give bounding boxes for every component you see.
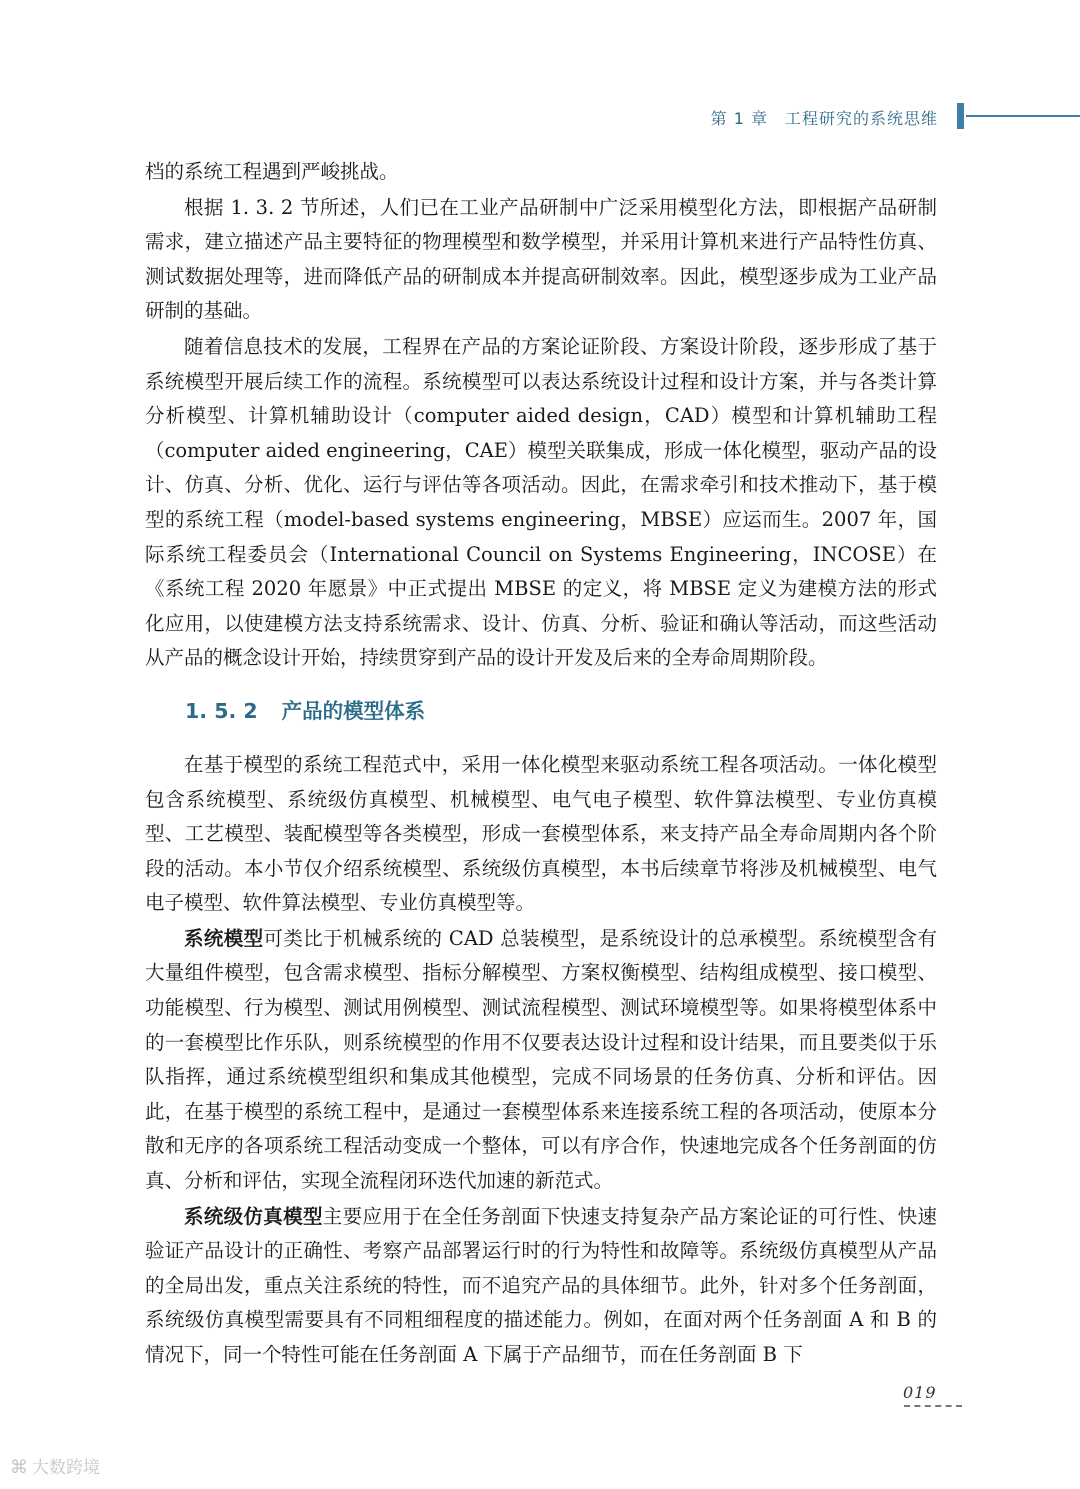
- section-heading: [185, 694, 937, 728]
- paragraph-system-model: [145, 922, 937, 1199]
- page-number: 019: [903, 1383, 937, 1402]
- paragraph-mbse-origin: 随着信息技术的发展，工程界在产品的方案论证阶段、方案设计阶段，逐步形成了基于系统模型开展后续工作的流程。系统模型可以表达系统设计过程和设计方案，并与各类计算分析模型、计算机辅助设计（computer aided design，CAD）模型和计算机辅助工程（computer aided engineering，CAE）模型关联集成，形成一体化模型，驱动产品的设计、仿真、分析、优化、运行与评估等各项活动。因此，在需求牵引和技术推动下，基于模型的系统工程（model-based systems engineering，MBSE）应运而生。2007 年，国际系统工程委员会（International Council on Systems Engineering，INCOSE）在《系统工程 2020 年愿景》中正式提出 MBSE 的定义，将 MBSE 定义为建模方法的形式化应用，以使建模方法支持系统需求、设计、仿真、分析、验证和确认等活动，而这些活动从产品的概念设计开始，持续贯穿到产品的设计开发及后来的全寿命周期阶段。: [145, 334, 937, 670]
- paragraph-system-sim-model: [145, 1200, 937, 1373]
- watermark: [10, 1453, 100, 1478]
- paragraph-integrated-model: 在基于模型的系统工程范式中，采用一体化模型来驱动系统工程各项活动。一体化模型包含系统模型、系统级仿真模型、机械模型、电气电子模型、软件算法模型、专业仿真模型、工艺模型、装配模型等各类模型，形成一套模型体系，来支持产品全寿命周期内各个阶段的活动。本小节仅介绍系统模型、系统级仿真模型，本书后续章节将涉及机械模型、电气电子模型、软件算法模型、专业仿真模型等。: [145, 752, 937, 915]
- page-body: [145, 155, 937, 1374]
- page-number-dashes: [904, 1405, 962, 1407]
- section-number: 1. 5. 2: [185, 698, 258, 723]
- header-rule: [966, 115, 1080, 117]
- running-header: [600, 103, 1080, 133]
- paragraph-continued: 档的系统工程遇到严峻挑战。: [145, 160, 399, 183]
- watermark-logo-icon: ⌘: [10, 1457, 28, 1478]
- system-sim-model-text: 主要应用于在全任务剖面下快速支持复杂产品方案论证的可行性、快速验证产品设计的正确性、考察产品部署运行时的行为特性和故障等。系统级仿真模型从产品的全局出发，重点关注系统的特性，而不追究产品的具体细节。此外，针对多个任务剖面，系统级仿真模型需要具有不同粗细程度的描述能力。例如，在面对两个任务剖面 A 和 B 的情况下，同一个特性可能在任务剖面 A 下属于产品细节，而在任务剖面 B 下: [145, 1204, 937, 1366]
- chapter-title: 第 1 章 工程研究的系统思维: [710, 109, 938, 128]
- system-model-text: 可类比于机械系统的 CAD 总装模型，是系统设计的总承模型。系统模型含有大量组件模型，包含需求模型、指标分解模型、方案权衡模型、结构组成模型、接口模型、功能模型、行为模型、测试用例模型、测试流程模型、测试环境模型等。如果将模型体系中的一套模型比作乐队，则系统模型的作用不仅要表达设计过程和设计结果，而且要类似于乐队指挥，通过系统模型组织和集成其他模型，完成不同场景的任务仿真、分析和评估。因此，在基于模型的系统工程中，是通过一套模型体系来连接系统工程的各项活动，使原本分散和无序的各项系统工程活动变成一个整体，可以有序合作，快速地完成各个任务剖面的仿真、分析和评估，实现全流程闭环迭代加速的新范式。: [145, 926, 937, 1193]
- paragraph-modeling-methods: 根据 1. 3. 2 节所述，人们已在工业产品研制中广泛采用模型化方法，即根据产品研制需求，建立描述产品主要特征的物理模型和数学模型，并采用计算机来进行产品特性仿真、测试数据处理等，进而降低产品的研制成本并提高研制效率。因此，模型逐步成为工业产品研制的基础。: [145, 195, 937, 323]
- section-title: 产品的模型体系: [281, 698, 426, 723]
- term-system-sim-model: 系统级仿真模型: [184, 1204, 323, 1228]
- watermark-text: 大数跨境: [32, 1458, 100, 1478]
- term-system-model: 系统模型: [184, 926, 264, 950]
- header-accent-bar: [957, 103, 964, 129]
